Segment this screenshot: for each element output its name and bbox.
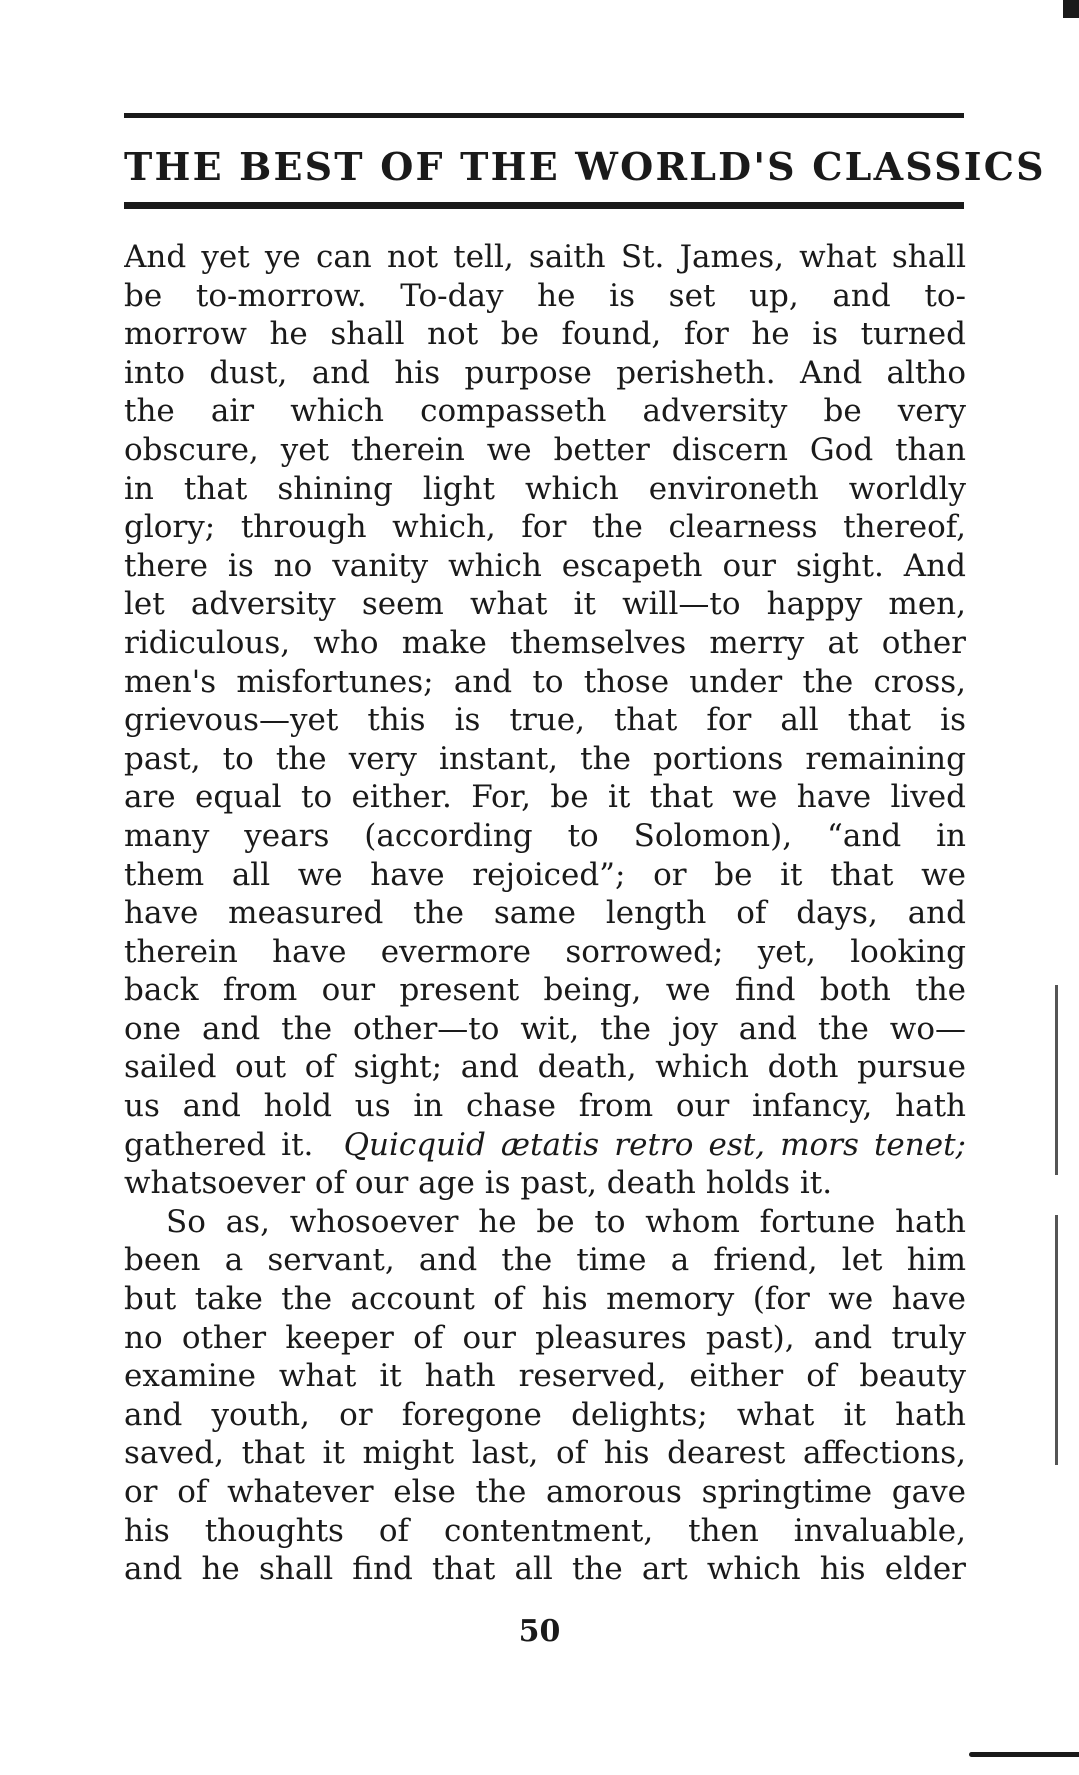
body-text xyxy=(124,238,966,1589)
text-line: are equal to either. For, be it that we have lived xyxy=(124,779,966,816)
text-line: grievous—yet this is true, that for all that is xyxy=(124,702,966,739)
text-fragment: gathered it. xyxy=(124,1126,314,1163)
text-line: back from our present being, we find both the xyxy=(124,972,966,1009)
text-line: glory; through which, for the clearness thereof, xyxy=(124,509,966,546)
text-line: ridiculous, who make themselves merry at other xyxy=(124,624,966,661)
text-line: let adversity seem what it will—to happy men, xyxy=(124,586,966,623)
scan-margin-mark xyxy=(1055,985,1058,1175)
text-line: them all we have rejoiced”; or be it that we xyxy=(124,856,966,893)
text-line: sailed out of sight; and death, which doth pursue xyxy=(124,1049,966,1086)
text-line: his thoughts of contentment, then invaluable, xyxy=(124,1512,966,1549)
scan-margin-mark xyxy=(1055,1215,1058,1465)
latin-quotation: Quicquid ætatis retro est, mors tenet; xyxy=(343,1126,966,1163)
text-line: many years (according to Solomon), “and in xyxy=(124,817,966,854)
text-line-with-latin xyxy=(124,1126,966,1165)
text-line: And yet ye can not tell, saith St. James, what shall xyxy=(124,239,966,275)
running-head: THE BEST OF THE WORLD'S CLASSICS xyxy=(124,144,1046,189)
text-line: whatsoever of our age is past, death holds it. xyxy=(124,1165,833,1202)
text-line: men's misfortunes; and to those under the cross, xyxy=(124,663,966,700)
text-line: or of whatever else the amorous springtime gave xyxy=(124,1474,966,1510)
text-line: there is no vanity which escapeth our sight. And xyxy=(124,547,966,584)
text-line: morrow he shall not be found, for he is turned xyxy=(124,316,966,353)
text-line: the air which compasseth adversity be very xyxy=(124,393,966,430)
text-line: and he shall find that all the art which his elder xyxy=(124,1551,966,1588)
text-line: into dust, and his purpose perisheth. And altho xyxy=(124,354,966,391)
text-line: but take the account of his memory (for we have xyxy=(124,1281,966,1318)
text-line: one and the other—to wit, the joy and the wo— xyxy=(124,1010,966,1047)
text-line-paragraph-start: So as, whosoever he be to whom fortune hath xyxy=(166,1203,966,1240)
text-line: no other keeper of our pleasures past), and truly xyxy=(124,1319,966,1356)
text-line: obscure, yet therein we better discern God than xyxy=(124,431,966,468)
text-line: us and hold us in chase from our infancy, hath xyxy=(124,1088,966,1125)
text-line: and youth, or foregone delights; what it hath xyxy=(124,1396,966,1433)
text-line: have measured the same length of days, and xyxy=(124,895,966,932)
text-line: examine what it hath reserved, either of beauty xyxy=(124,1358,966,1395)
text-line: saved, that it might last, of his dearest affections, xyxy=(124,1435,966,1472)
header-rule-bottom xyxy=(124,202,964,209)
page-number: 50 xyxy=(518,1614,561,1649)
text-line: past, to the very instant, the portions remaining xyxy=(124,740,966,777)
scan-corner-mark xyxy=(1063,0,1079,18)
text-line: been a servant, and the time a friend, let him xyxy=(124,1242,966,1279)
text-line: therein have evermore sorrowed; yet, looking xyxy=(124,933,966,970)
text-line: in that shining light which environeth worldly xyxy=(124,470,966,507)
text-line: be to-morrow. To-day he is set up, and to- xyxy=(124,277,966,314)
header-rule-top xyxy=(124,113,964,118)
scan-edge-mark xyxy=(969,1752,1079,1757)
